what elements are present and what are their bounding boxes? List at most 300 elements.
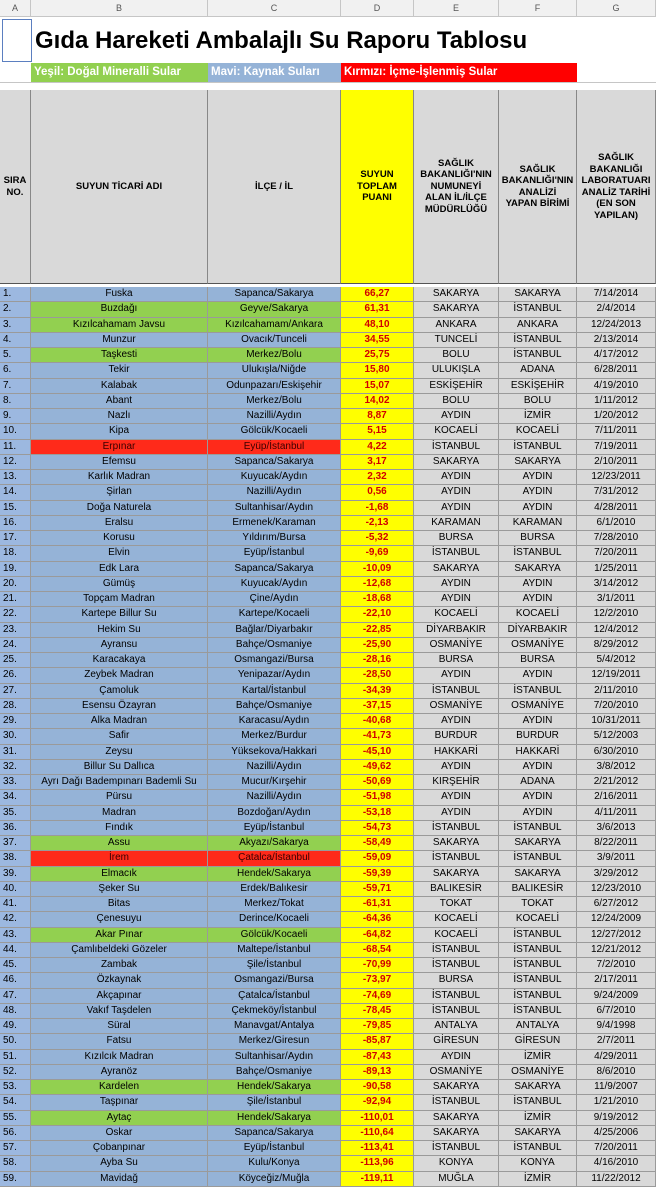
- brand-name-cell[interactable]: Aytaç: [31, 1111, 208, 1126]
- analysis-unit-cell[interactable]: İSTANBUL: [499, 440, 577, 455]
- row-number-cell[interactable]: 6.: [0, 363, 31, 378]
- score-cell[interactable]: -18,68: [341, 592, 414, 607]
- analysis-date-cell[interactable]: 3/6/2013: [577, 821, 656, 836]
- analysis-unit-cell[interactable]: BALIKESİR: [499, 882, 577, 897]
- sampling-office-cell[interactable]: AYDIN: [414, 409, 499, 424]
- brand-name-cell[interactable]: Korusu: [31, 531, 208, 546]
- score-cell[interactable]: -51,98: [341, 790, 414, 805]
- sampling-office-cell[interactable]: İSTANBUL: [414, 684, 499, 699]
- score-cell[interactable]: -110,01: [341, 1111, 414, 1126]
- analysis-unit-cell[interactable]: SAKARYA: [499, 455, 577, 470]
- row-number-cell[interactable]: 50.: [0, 1034, 31, 1049]
- location-cell[interactable]: Ovacık/Tunceli: [208, 333, 341, 348]
- analysis-unit-cell[interactable]: İSTANBUL: [499, 851, 577, 866]
- brand-name-cell[interactable]: Abant: [31, 394, 208, 409]
- sampling-office-cell[interactable]: AYDIN: [414, 760, 499, 775]
- brand-name-cell[interactable]: Nazlı: [31, 409, 208, 424]
- row-number-cell[interactable]: 44.: [0, 943, 31, 958]
- analysis-unit-cell[interactable]: İSTANBUL: [499, 684, 577, 699]
- location-cell[interactable]: Sapanca/Sakarya: [208, 1126, 341, 1141]
- score-cell[interactable]: -1,68: [341, 501, 414, 516]
- score-cell[interactable]: -25,90: [341, 638, 414, 653]
- sampling-office-cell[interactable]: OSMANİYE: [414, 699, 499, 714]
- sampling-office-cell[interactable]: KARAMAN: [414, 516, 499, 531]
- sampling-office-cell[interactable]: HAKKARİ: [414, 745, 499, 760]
- brand-name-cell[interactable]: Fındık: [31, 821, 208, 836]
- sampling-office-cell[interactable]: MUĞLA: [414, 1172, 499, 1187]
- score-cell[interactable]: -34,39: [341, 684, 414, 699]
- score-cell[interactable]: -2,13: [341, 516, 414, 531]
- row-number-cell[interactable]: 40.: [0, 882, 31, 897]
- sampling-office-cell[interactable]: İSTANBUL: [414, 821, 499, 836]
- analysis-date-cell[interactable]: 12/23/2011: [577, 470, 656, 485]
- location-cell[interactable]: Yıldırım/Bursa: [208, 531, 341, 546]
- score-cell[interactable]: 66,27: [341, 287, 414, 302]
- location-cell[interactable]: Nazilli/Aydın: [208, 409, 341, 424]
- analysis-unit-cell[interactable]: GİRESUN: [499, 1034, 577, 1049]
- analysis-unit-cell[interactable]: KONYA: [499, 1156, 577, 1171]
- analysis-date-cell[interactable]: 11/22/2012: [577, 1172, 656, 1187]
- analysis-date-cell[interactable]: 1/21/2010: [577, 1095, 656, 1110]
- brand-name-cell[interactable]: Akçapınar: [31, 989, 208, 1004]
- row-number-cell[interactable]: 55.: [0, 1111, 31, 1126]
- row-number-cell[interactable]: 43.: [0, 928, 31, 943]
- row-number-cell[interactable]: 28.: [0, 699, 31, 714]
- score-cell[interactable]: -5,32: [341, 531, 414, 546]
- analysis-date-cell[interactable]: 6/28/2011: [577, 363, 656, 378]
- analysis-date-cell[interactable]: 3/1/2011: [577, 592, 656, 607]
- sampling-office-cell[interactable]: SAKARYA: [414, 836, 499, 851]
- row-number-cell[interactable]: 38.: [0, 851, 31, 866]
- brand-name-cell[interactable]: Assu: [31, 836, 208, 851]
- analysis-date-cell[interactable]: 12/19/2011: [577, 668, 656, 683]
- row-number-cell[interactable]: 10.: [0, 424, 31, 439]
- row-number-cell[interactable]: 54.: [0, 1095, 31, 1110]
- analysis-unit-cell[interactable]: İZMİR: [499, 1172, 577, 1187]
- score-cell[interactable]: 34,55: [341, 333, 414, 348]
- score-cell[interactable]: -59,39: [341, 867, 414, 882]
- analysis-unit-cell[interactable]: SAKARYA: [499, 1080, 577, 1095]
- brand-name-cell[interactable]: Madran: [31, 806, 208, 821]
- score-cell[interactable]: -110,64: [341, 1126, 414, 1141]
- analysis-unit-cell[interactable]: AYDIN: [499, 806, 577, 821]
- analysis-date-cell[interactable]: 9/24/2009: [577, 989, 656, 1004]
- location-cell[interactable]: Bağlar/Diyarbakır: [208, 623, 341, 638]
- analysis-unit-cell[interactable]: İSTANBUL: [499, 302, 577, 317]
- location-cell[interactable]: Akyazı/Sakarya: [208, 836, 341, 851]
- score-cell[interactable]: -58,49: [341, 836, 414, 851]
- analysis-date-cell[interactable]: 2/13/2014: [577, 333, 656, 348]
- score-cell[interactable]: 25,75: [341, 348, 414, 363]
- row-number-cell[interactable]: 8.: [0, 394, 31, 409]
- location-cell[interactable]: Mucur/Kırşehir: [208, 775, 341, 790]
- sampling-office-cell[interactable]: AYDIN: [414, 1050, 499, 1065]
- brand-name-cell[interactable]: Elvin: [31, 546, 208, 561]
- selected-cell[interactable]: [2, 19, 32, 62]
- row-number-cell[interactable]: 17.: [0, 531, 31, 546]
- analysis-unit-cell[interactable]: AYDIN: [499, 577, 577, 592]
- row-number-cell[interactable]: 25.: [0, 653, 31, 668]
- row-number-cell[interactable]: 2.: [0, 302, 31, 317]
- score-cell[interactable]: -73,97: [341, 973, 414, 988]
- analysis-unit-cell[interactable]: SAKARYA: [499, 1126, 577, 1141]
- analysis-date-cell[interactable]: 7/31/2012: [577, 485, 656, 500]
- column-header-d[interactable]: D: [341, 0, 414, 17]
- analysis-unit-cell[interactable]: BURSA: [499, 531, 577, 546]
- analysis-unit-cell[interactable]: DİYARBAKIR: [499, 623, 577, 638]
- analysis-date-cell[interactable]: 7/14/2014: [577, 287, 656, 302]
- sampling-office-cell[interactable]: TUNCELİ: [414, 333, 499, 348]
- brand-name-cell[interactable]: Kipa: [31, 424, 208, 439]
- score-cell[interactable]: -49,62: [341, 760, 414, 775]
- score-cell[interactable]: 48,10: [341, 318, 414, 333]
- score-cell[interactable]: -79,85: [341, 1019, 414, 1034]
- sampling-office-cell[interactable]: SAKARYA: [414, 455, 499, 470]
- sampling-office-cell[interactable]: BOLU: [414, 394, 499, 409]
- location-cell[interactable]: Nazilli/Aydın: [208, 790, 341, 805]
- analysis-unit-cell[interactable]: İSTANBUL: [499, 1141, 577, 1156]
- sampling-office-cell[interactable]: SAKARYA: [414, 1080, 499, 1095]
- location-cell[interactable]: Yenipazar/Aydın: [208, 668, 341, 683]
- score-cell[interactable]: -74,69: [341, 989, 414, 1004]
- brand-name-cell[interactable]: Bitas: [31, 897, 208, 912]
- analysis-unit-cell[interactable]: İZMİR: [499, 1050, 577, 1065]
- sampling-office-cell[interactable]: İSTANBUL: [414, 1141, 499, 1156]
- location-cell[interactable]: Merkez/Giresun: [208, 1034, 341, 1049]
- sampling-office-cell[interactable]: DİYARBAKIR: [414, 623, 499, 638]
- brand-name-cell[interactable]: Çamlıbeldeki Gözeler: [31, 943, 208, 958]
- score-cell[interactable]: -59,09: [341, 851, 414, 866]
- row-number-cell[interactable]: 53.: [0, 1080, 31, 1095]
- analysis-unit-cell[interactable]: OSMANİYE: [499, 638, 577, 653]
- row-number-cell[interactable]: 39.: [0, 867, 31, 882]
- score-cell[interactable]: 4,22: [341, 440, 414, 455]
- score-cell[interactable]: -50,69: [341, 775, 414, 790]
- analysis-unit-cell[interactable]: SAKARYA: [499, 867, 577, 882]
- analysis-unit-cell[interactable]: İSTANBUL: [499, 958, 577, 973]
- location-cell[interactable]: Merkez/Bolu: [208, 348, 341, 363]
- analysis-date-cell[interactable]: 2/4/2014: [577, 302, 656, 317]
- location-cell[interactable]: Eyüp/İstanbul: [208, 440, 341, 455]
- analysis-date-cell[interactable]: 12/2/2010: [577, 607, 656, 622]
- brand-name-cell[interactable]: İrem: [31, 851, 208, 866]
- analysis-unit-cell[interactable]: İSTANBUL: [499, 546, 577, 561]
- brand-name-cell[interactable]: Safir: [31, 729, 208, 744]
- analysis-date-cell[interactable]: 4/16/2010: [577, 1156, 656, 1171]
- analysis-unit-cell[interactable]: BOLU: [499, 394, 577, 409]
- score-cell[interactable]: -87,43: [341, 1050, 414, 1065]
- score-cell[interactable]: 0,56: [341, 485, 414, 500]
- analysis-unit-cell[interactable]: KOCAELİ: [499, 912, 577, 927]
- location-cell[interactable]: Odunpazarı/Eskişehir: [208, 379, 341, 394]
- score-cell[interactable]: -64,36: [341, 912, 414, 927]
- sampling-office-cell[interactable]: TOKAT: [414, 897, 499, 912]
- location-cell[interactable]: Sapanca/Sakarya: [208, 562, 341, 577]
- location-cell[interactable]: Köyceğiz/Muğla: [208, 1172, 341, 1187]
- row-number-cell[interactable]: 59.: [0, 1172, 31, 1187]
- score-cell[interactable]: 3,17: [341, 455, 414, 470]
- location-cell[interactable]: Karacasu/Aydın: [208, 714, 341, 729]
- brand-name-cell[interactable]: Akar Pınar: [31, 928, 208, 943]
- location-cell[interactable]: Merkez/Burdur: [208, 729, 341, 744]
- analysis-date-cell[interactable]: 3/29/2012: [577, 867, 656, 882]
- location-cell[interactable]: Şile/İstanbul: [208, 1095, 341, 1110]
- location-cell[interactable]: Gölcük/Kocaeli: [208, 424, 341, 439]
- location-cell[interactable]: Kuyucak/Aydın: [208, 577, 341, 592]
- location-cell[interactable]: Çatalca/İstanbul: [208, 851, 341, 866]
- analysis-date-cell[interactable]: 7/20/2010: [577, 699, 656, 714]
- analysis-date-cell[interactable]: 7/28/2010: [577, 531, 656, 546]
- row-number-cell[interactable]: 31.: [0, 745, 31, 760]
- brand-name-cell[interactable]: Süral: [31, 1019, 208, 1034]
- location-cell[interactable]: Merkez/Tokat: [208, 897, 341, 912]
- score-cell[interactable]: -45,10: [341, 745, 414, 760]
- location-cell[interactable]: Derince/Kocaeli: [208, 912, 341, 927]
- score-cell[interactable]: -40,68: [341, 714, 414, 729]
- row-number-cell[interactable]: 48.: [0, 1004, 31, 1019]
- analysis-unit-cell[interactable]: İSTANBUL: [499, 333, 577, 348]
- row-number-cell[interactable]: 19.: [0, 562, 31, 577]
- analysis-unit-cell[interactable]: İZMİR: [499, 1111, 577, 1126]
- score-cell[interactable]: -90,58: [341, 1080, 414, 1095]
- brand-name-cell[interactable]: Ayba Su: [31, 1156, 208, 1171]
- column-header-a[interactable]: A: [0, 0, 31, 17]
- location-cell[interactable]: Bozdoğan/Aydın: [208, 806, 341, 821]
- location-cell[interactable]: Şile/İstanbul: [208, 958, 341, 973]
- brand-name-cell[interactable]: Çobanpınar: [31, 1141, 208, 1156]
- score-cell[interactable]: -12,68: [341, 577, 414, 592]
- location-cell[interactable]: Geyve/Sakarya: [208, 302, 341, 317]
- location-cell[interactable]: Bahçe/Osmaniye: [208, 1065, 341, 1080]
- analysis-unit-cell[interactable]: SAKARYA: [499, 836, 577, 851]
- analysis-unit-cell[interactable]: KARAMAN: [499, 516, 577, 531]
- sampling-office-cell[interactable]: İSTANBUL: [414, 440, 499, 455]
- analysis-unit-cell[interactable]: ESKİŞEHİR: [499, 379, 577, 394]
- location-cell[interactable]: Sultanhisar/Aydın: [208, 501, 341, 516]
- location-cell[interactable]: Kızılcahamam/Ankara: [208, 318, 341, 333]
- row-number-cell[interactable]: 21.: [0, 592, 31, 607]
- brand-name-cell[interactable]: Buzdağı: [31, 302, 208, 317]
- location-cell[interactable]: Ulukışla/Niğde: [208, 363, 341, 378]
- analysis-date-cell[interactable]: 12/23/2010: [577, 882, 656, 897]
- analysis-date-cell[interactable]: 12/21/2012: [577, 943, 656, 958]
- sampling-office-cell[interactable]: SAKARYA: [414, 302, 499, 317]
- analysis-date-cell[interactable]: 3/14/2012: [577, 577, 656, 592]
- row-number-cell[interactable]: 18.: [0, 546, 31, 561]
- analysis-unit-cell[interactable]: İZMİR: [499, 409, 577, 424]
- column-header-c[interactable]: C: [208, 0, 341, 17]
- location-cell[interactable]: Erdek/Balıkesir: [208, 882, 341, 897]
- row-number-cell[interactable]: 33.: [0, 775, 31, 790]
- brand-name-cell[interactable]: Doğa Naturela: [31, 501, 208, 516]
- analysis-date-cell[interactable]: 7/11/2011: [577, 424, 656, 439]
- analysis-unit-cell[interactable]: OSMANİYE: [499, 1065, 577, 1080]
- location-cell[interactable]: Hendek/Sakarya: [208, 867, 341, 882]
- brand-name-cell[interactable]: Esensu Özayran: [31, 699, 208, 714]
- sampling-office-cell[interactable]: KOCAELİ: [414, 928, 499, 943]
- sampling-office-cell[interactable]: SAKARYA: [414, 867, 499, 882]
- row-number-cell[interactable]: 23.: [0, 623, 31, 638]
- row-number-cell[interactable]: 46.: [0, 973, 31, 988]
- brand-name-cell[interactable]: Karacakaya: [31, 653, 208, 668]
- analysis-date-cell[interactable]: 12/24/2013: [577, 318, 656, 333]
- sampling-office-cell[interactable]: İSTANBUL: [414, 1095, 499, 1110]
- location-cell[interactable]: Ermenek/Karaman: [208, 516, 341, 531]
- brand-name-cell[interactable]: Alka Madran: [31, 714, 208, 729]
- brand-name-cell[interactable]: Taşkesti: [31, 348, 208, 363]
- row-number-cell[interactable]: 15.: [0, 501, 31, 516]
- score-cell[interactable]: -64,82: [341, 928, 414, 943]
- analysis-unit-cell[interactable]: İSTANBUL: [499, 1095, 577, 1110]
- sampling-office-cell[interactable]: AYDIN: [414, 470, 499, 485]
- row-number-cell[interactable]: 34.: [0, 790, 31, 805]
- analysis-date-cell[interactable]: 4/29/2011: [577, 1050, 656, 1065]
- score-cell[interactable]: -41,73: [341, 729, 414, 744]
- sampling-office-cell[interactable]: GİRESUN: [414, 1034, 499, 1049]
- score-cell[interactable]: -113,41: [341, 1141, 414, 1156]
- score-cell[interactable]: 15,07: [341, 379, 414, 394]
- row-number-cell[interactable]: 45.: [0, 958, 31, 973]
- row-number-cell[interactable]: 5.: [0, 348, 31, 363]
- analysis-date-cell[interactable]: 8/6/2010: [577, 1065, 656, 1080]
- brand-name-cell[interactable]: Eralsu: [31, 516, 208, 531]
- analysis-date-cell[interactable]: 4/28/2011: [577, 501, 656, 516]
- location-cell[interactable]: Yüksekova/Hakkari: [208, 745, 341, 760]
- analysis-unit-cell[interactable]: HAKKARİ: [499, 745, 577, 760]
- row-number-cell[interactable]: 41.: [0, 897, 31, 912]
- location-cell[interactable]: Manavgat/Antalya: [208, 1019, 341, 1034]
- score-cell[interactable]: -59,71: [341, 882, 414, 897]
- analysis-date-cell[interactable]: 6/7/2010: [577, 1004, 656, 1019]
- brand-name-cell[interactable]: Zeysu: [31, 745, 208, 760]
- score-cell[interactable]: -53,18: [341, 806, 414, 821]
- score-cell[interactable]: -37,15: [341, 699, 414, 714]
- row-number-cell[interactable]: 26.: [0, 668, 31, 683]
- row-number-cell[interactable]: 24.: [0, 638, 31, 653]
- analysis-unit-cell[interactable]: KOCAELİ: [499, 424, 577, 439]
- analysis-date-cell[interactable]: 12/4/2012: [577, 623, 656, 638]
- row-number-cell[interactable]: 12.: [0, 455, 31, 470]
- brand-name-cell[interactable]: Topçam Madran: [31, 592, 208, 607]
- location-cell[interactable]: Çekmeköy/İstanbul: [208, 1004, 341, 1019]
- location-cell[interactable]: Osmangazi/Bursa: [208, 973, 341, 988]
- analysis-unit-cell[interactable]: İSTANBUL: [499, 821, 577, 836]
- sampling-office-cell[interactable]: ANKARA: [414, 318, 499, 333]
- analysis-date-cell[interactable]: 8/22/2011: [577, 836, 656, 851]
- score-cell[interactable]: -78,45: [341, 1004, 414, 1019]
- sampling-office-cell[interactable]: SAKARYA: [414, 1126, 499, 1141]
- sampling-office-cell[interactable]: İSTANBUL: [414, 546, 499, 561]
- brand-name-cell[interactable]: Edk Lara: [31, 562, 208, 577]
- sampling-office-cell[interactable]: SAKARYA: [414, 562, 499, 577]
- brand-name-cell[interactable]: Kartepe Billur Su: [31, 607, 208, 622]
- analysis-date-cell[interactable]: 2/7/2011: [577, 1034, 656, 1049]
- brand-name-cell[interactable]: Fatsu: [31, 1034, 208, 1049]
- row-number-cell[interactable]: 58.: [0, 1156, 31, 1171]
- analysis-unit-cell[interactable]: ANKARA: [499, 318, 577, 333]
- location-cell[interactable]: Eyüp/İstanbul: [208, 546, 341, 561]
- analysis-date-cell[interactable]: 5/4/2012: [577, 653, 656, 668]
- brand-name-cell[interactable]: Fuska: [31, 287, 208, 302]
- score-cell[interactable]: 15,80: [341, 363, 414, 378]
- sampling-office-cell[interactable]: BURSA: [414, 973, 499, 988]
- analysis-date-cell[interactable]: 12/27/2012: [577, 928, 656, 943]
- analysis-unit-cell[interactable]: SAKARYA: [499, 287, 577, 302]
- brand-name-cell[interactable]: Ayranöz: [31, 1065, 208, 1080]
- analysis-date-cell[interactable]: 9/4/1998: [577, 1019, 656, 1034]
- brand-name-cell[interactable]: Kızılcık Madran: [31, 1050, 208, 1065]
- location-cell[interactable]: Sultanhisar/Aydın: [208, 1050, 341, 1065]
- location-cell[interactable]: Maltepe/İstanbul: [208, 943, 341, 958]
- brand-name-cell[interactable]: Çenesuyu: [31, 912, 208, 927]
- location-cell[interactable]: Nazilli/Aydın: [208, 760, 341, 775]
- column-header-e[interactable]: E: [414, 0, 499, 17]
- score-cell[interactable]: -22,10: [341, 607, 414, 622]
- brand-name-cell[interactable]: Pürsu: [31, 790, 208, 805]
- row-number-cell[interactable]: 52.: [0, 1065, 31, 1080]
- sampling-office-cell[interactable]: İSTANBUL: [414, 943, 499, 958]
- sampling-office-cell[interactable]: AYDIN: [414, 577, 499, 592]
- analysis-date-cell[interactable]: 2/21/2012: [577, 775, 656, 790]
- analysis-date-cell[interactable]: 7/2/2010: [577, 958, 656, 973]
- brand-name-cell[interactable]: Oskar: [31, 1126, 208, 1141]
- location-cell[interactable]: Çine/Aydın: [208, 592, 341, 607]
- brand-name-cell[interactable]: Elmacık: [31, 867, 208, 882]
- row-number-cell[interactable]: 20.: [0, 577, 31, 592]
- row-number-cell[interactable]: 1.: [0, 287, 31, 302]
- score-cell[interactable]: -68,54: [341, 943, 414, 958]
- column-header-f[interactable]: F: [499, 0, 577, 17]
- sampling-office-cell[interactable]: BURSA: [414, 653, 499, 668]
- row-number-cell[interactable]: 3.: [0, 318, 31, 333]
- brand-name-cell[interactable]: Mavidağ: [31, 1172, 208, 1187]
- sampling-office-cell[interactable]: İSTANBUL: [414, 989, 499, 1004]
- sampling-office-cell[interactable]: AYDIN: [414, 806, 499, 821]
- row-number-cell[interactable]: 35.: [0, 806, 31, 821]
- brand-name-cell[interactable]: Kızılcahamam Javsu: [31, 318, 208, 333]
- brand-name-cell[interactable]: Vakıf Taşdelen: [31, 1004, 208, 1019]
- score-cell[interactable]: -28,50: [341, 668, 414, 683]
- brand-name-cell[interactable]: Efemsu: [31, 455, 208, 470]
- analysis-date-cell[interactable]: 6/1/2010: [577, 516, 656, 531]
- score-cell[interactable]: -70,99: [341, 958, 414, 973]
- analysis-unit-cell[interactable]: AYDIN: [499, 790, 577, 805]
- row-number-cell[interactable]: 4.: [0, 333, 31, 348]
- analysis-unit-cell[interactable]: BURSA: [499, 653, 577, 668]
- location-cell[interactable]: Kartal/İstanbul: [208, 684, 341, 699]
- row-number-cell[interactable]: 42.: [0, 912, 31, 927]
- sampling-office-cell[interactable]: KOCAELİ: [414, 424, 499, 439]
- analysis-unit-cell[interactable]: OSMANİYE: [499, 699, 577, 714]
- analysis-unit-cell[interactable]: ANTALYA: [499, 1019, 577, 1034]
- sampling-office-cell[interactable]: AYDIN: [414, 501, 499, 516]
- score-cell[interactable]: -54,73: [341, 821, 414, 836]
- analysis-date-cell[interactable]: 3/8/2012: [577, 760, 656, 775]
- analysis-unit-cell[interactable]: AYDIN: [499, 470, 577, 485]
- sampling-office-cell[interactable]: AYDIN: [414, 714, 499, 729]
- analysis-unit-cell[interactable]: ADANA: [499, 775, 577, 790]
- row-number-cell[interactable]: 37.: [0, 836, 31, 851]
- sampling-office-cell[interactable]: AYDIN: [414, 790, 499, 805]
- location-cell[interactable]: Bahçe/Osmaniye: [208, 638, 341, 653]
- brand-name-cell[interactable]: Çamoluk: [31, 684, 208, 699]
- location-cell[interactable]: Merkez/Bolu: [208, 394, 341, 409]
- sampling-office-cell[interactable]: BALIKESİR: [414, 882, 499, 897]
- location-cell[interactable]: Hendek/Sakarya: [208, 1080, 341, 1095]
- sampling-office-cell[interactable]: KOCAELİ: [414, 607, 499, 622]
- sampling-office-cell[interactable]: ULUKIŞLA: [414, 363, 499, 378]
- score-cell[interactable]: -113,96: [341, 1156, 414, 1171]
